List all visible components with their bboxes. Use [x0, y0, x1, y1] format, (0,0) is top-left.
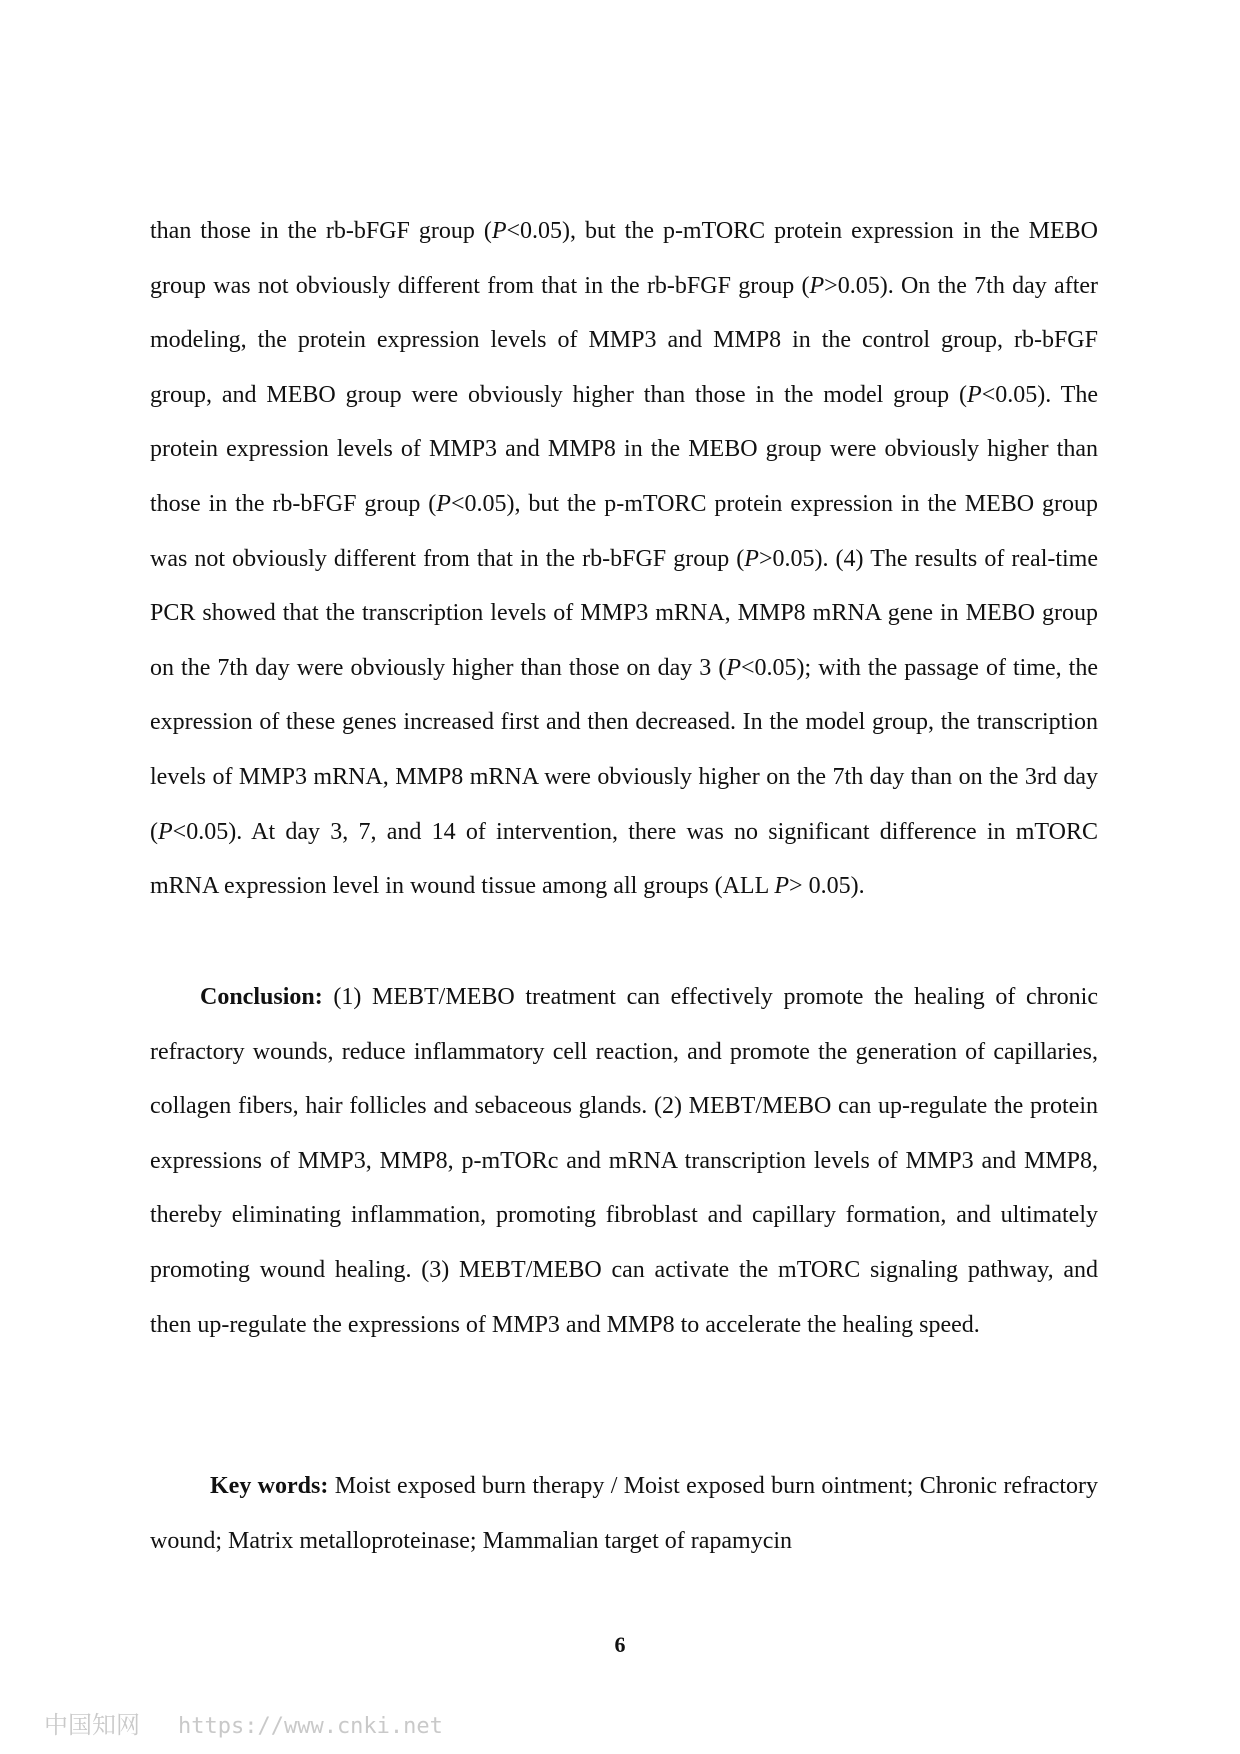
p-value-symbol: P — [726, 654, 741, 681]
watermark-url: https://www.cnki.net — [178, 1714, 443, 1739]
p-value-symbol: P — [158, 818, 173, 845]
p-value-symbol: P — [774, 873, 790, 900]
p-value-symbol: P — [809, 272, 825, 299]
conclusion-heading: Conclusion: — [200, 984, 323, 1010]
p-value-symbol: P — [744, 545, 759, 572]
keywords-paragraph — [150, 1459, 1098, 1568]
keywords-text: Moist exposed burn therapy / Moist exposed burn ointment; Chronic refractory wound; Matrix metalloproteinase; Mammalian target of rapamycin — [150, 1473, 1099, 1554]
conclusion-text: (1) MEBT/MEBO treatment can effectively promote the healing of chronic refractory wounds, reduce inflammatory cell reaction, and promote the generation of capillaries, collagen fibers, hair follicles and sebaceous glands. (2) MEBT/MEBO can up-regulate the protein expressions of MMP3, MMP8, p-mTORc and mRNA transcription levels of MMP3 and MMP8, thereby eliminating inflammation, promoting fibroblast and capillary formation, and ultimately promoting wound healing. (3) MEBT/MEBO can activate the mTORC signaling pathway, and then up-regulate the expressions of MMP3 and MMP8 to accelerate the healing speed. — [150, 984, 1098, 1338]
cnki-watermark — [44, 1705, 443, 1740]
page-number: 6 — [614, 1632, 626, 1657]
p-value-symbol: P — [967, 381, 982, 408]
watermark-logo-text: 中国知网 — [44, 1711, 140, 1739]
p-value-symbol: P — [491, 218, 507, 244]
results-paragraph: than those in the rb-bFGF group (P<0.05), but the p-mTORC protein expression in the MEBO group was not obviously different from that in the rb-bFGF group (P>0.05). On the 7th day after modeling, the protein expression levels of MMP3 and MMP8 in the control group, rb-bFGF group, and MEBO group were obviously higher than those in the model group (P<0.05). The protein expression levels of MMP3 and MMP8 in the MEBO group were obviously higher than those in the rb-bFGF group (P<0.05), but the p-mTORC protein expression in the MEBO group was not obviously different from that in the rb-bFGF group (P>0.05). (4) The results of real-time PCR showed that the transcription levels of MMP3 mRNA, MMP8 mRNA gene in MEBO group on the 7th day were obviously higher than those on day 3 (P<0.05); with the passage of time, the expression of these genes increased first and then decreased. In the model group, the transcription levels of MMP3 mRNA, MMP8 mRNA were obviously higher on the 7th day than on the 3rd day (P<0.05). At day 3, 7, and 14 of intervention, there was no significant difference in mTORC mRNA expression level in wound tissue among all groups (ALL P> 0.05). — [150, 218, 1099, 900]
p-value-symbol: P — [436, 490, 451, 517]
keywords-heading: Key words: — [210, 1473, 329, 1499]
conclusion-paragraph — [150, 970, 1098, 1352]
